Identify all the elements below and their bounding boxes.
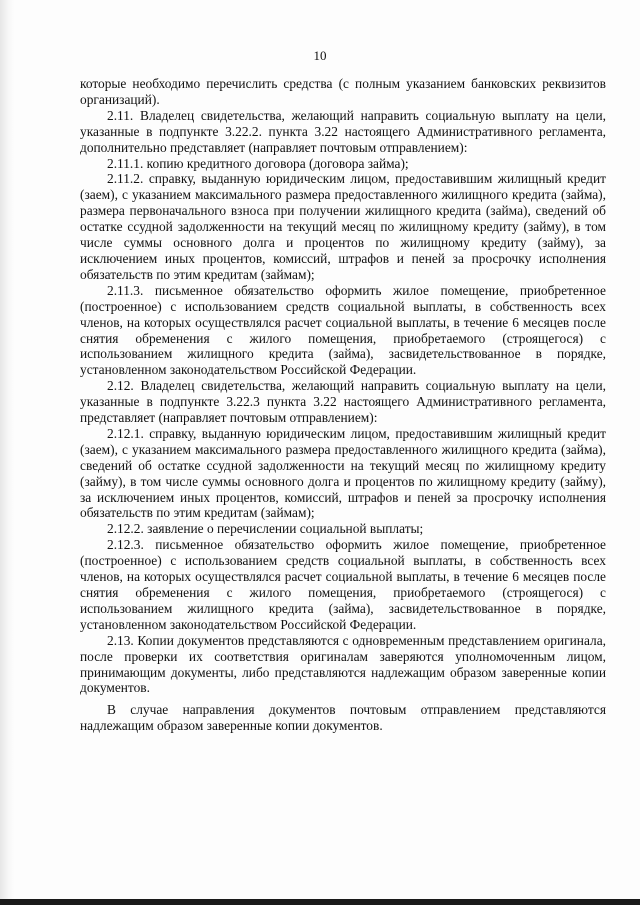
paragraph-2-11-2: 2.11.2. справку, выданную юридическим лицом, предоставившим жилищный кредит (заем), с указанием максимального размера предоставленного жилищного кредита (займа), размера первоначального взноса при получении жилищного кредита (займа), сведений об остатке ссудной задолженности на текущий месяц по жилищному кредиту (займу), в том числе суммы основного долга и процентов по жилищному кредиту (займу), за исключением иных процентов, комиссий, штрафов и пеней за просрочку исполнения обязательств по этим кредитам (займам); [80, 171, 606, 282]
scan-bottom-edge [0, 899, 640, 905]
paragraph-2-11: 2.11. Владелец свидетельства, желающий направить социальную выплату на цели, указанные в подпункте 3.22.2. пункта 3.22 настоящего Административного регламента, дополнительно представляет (направляет почтовым отправлением): [80, 107, 606, 155]
document-body [80, 76, 606, 734]
paragraph-2-12: 2.12. Владелец свидетельства, желающий направить социальную выплату на цели, указанные в подпункте 3.22.3 пункта 3.22 настоящего Административного регламента, представляет (направляет почтовым отправлением): [80, 378, 606, 426]
paragraph-2-11-1: 2.11.1. копию кредитного договора (договора займа); [107, 155, 409, 171]
paragraph-continuation: которые необходимо перечислить средства (с полным указанием банковских реквизитов организаций). [80, 76, 606, 107]
scan-left-edge [0, 0, 14, 905]
paragraph-2-12-3: 2.12.3. письменное обязательство оформить жилое помещение, приобретенное (построенное) с использованием средств социальной выплаты, в собственность всех членов, на которых осуществлялся расчет социальной выплаты, в течение 6 месяцев после снятия обременения с жилого помещения, приобретаемого (строящегося) с использованием жилищного кредита (займа), засвидетельствованное в порядке, установленном законодательством Российской Федерации. [80, 537, 606, 632]
paragraph-2-13: 2.13. Копии документов представляются с одновременным представлением оригинала, после проверки их соответствия оригиналам заверяются уполномоченным лицом, принимающим документы, либо представляются надлежащим образом заверенные копии документов. [80, 632, 606, 696]
paragraph-2-12-2: 2.12.2. заявление о перечислении социальной выплаты; [107, 521, 424, 537]
page-number: 10 [313, 48, 327, 63]
paragraph-2-11-3: 2.11.3. письменное обязательство оформить жилое помещение, приобретенное (построенное) с использованием средств социальной выплаты, в собственность всех членов, на которых осуществлялся расчет социальной выплаты, в течение 6 месяцев после снятия обременения с жилого помещения, приобретаемого (строящегося) с использованием жилищного кредита (займа), засвидетельствованное в порядке, установленном законодательством Российской Федерации. [80, 282, 606, 378]
paragraph-2-12-1: 2.12.1. справку, выданную юридическим лицом, предоставившим жилищный кредит (заем), с указанием максимального размера предоставленного жилищного кредита (займа), сведений об остатке ссудной задолженности на текущий месяц по жилищному кредиту (займу), в том числе суммы основного долга и процентов по жилищному кредиту (займу), за исключением иных процентов, комиссий, штрафов и пеней за просрочку исполнения обязательств по этим кредитам (займам); [80, 425, 606, 521]
paragraph-postal-note: В случае направления документов почтовым отправлением представляются надлежащим образом заверенные копии документов. [80, 702, 606, 734]
